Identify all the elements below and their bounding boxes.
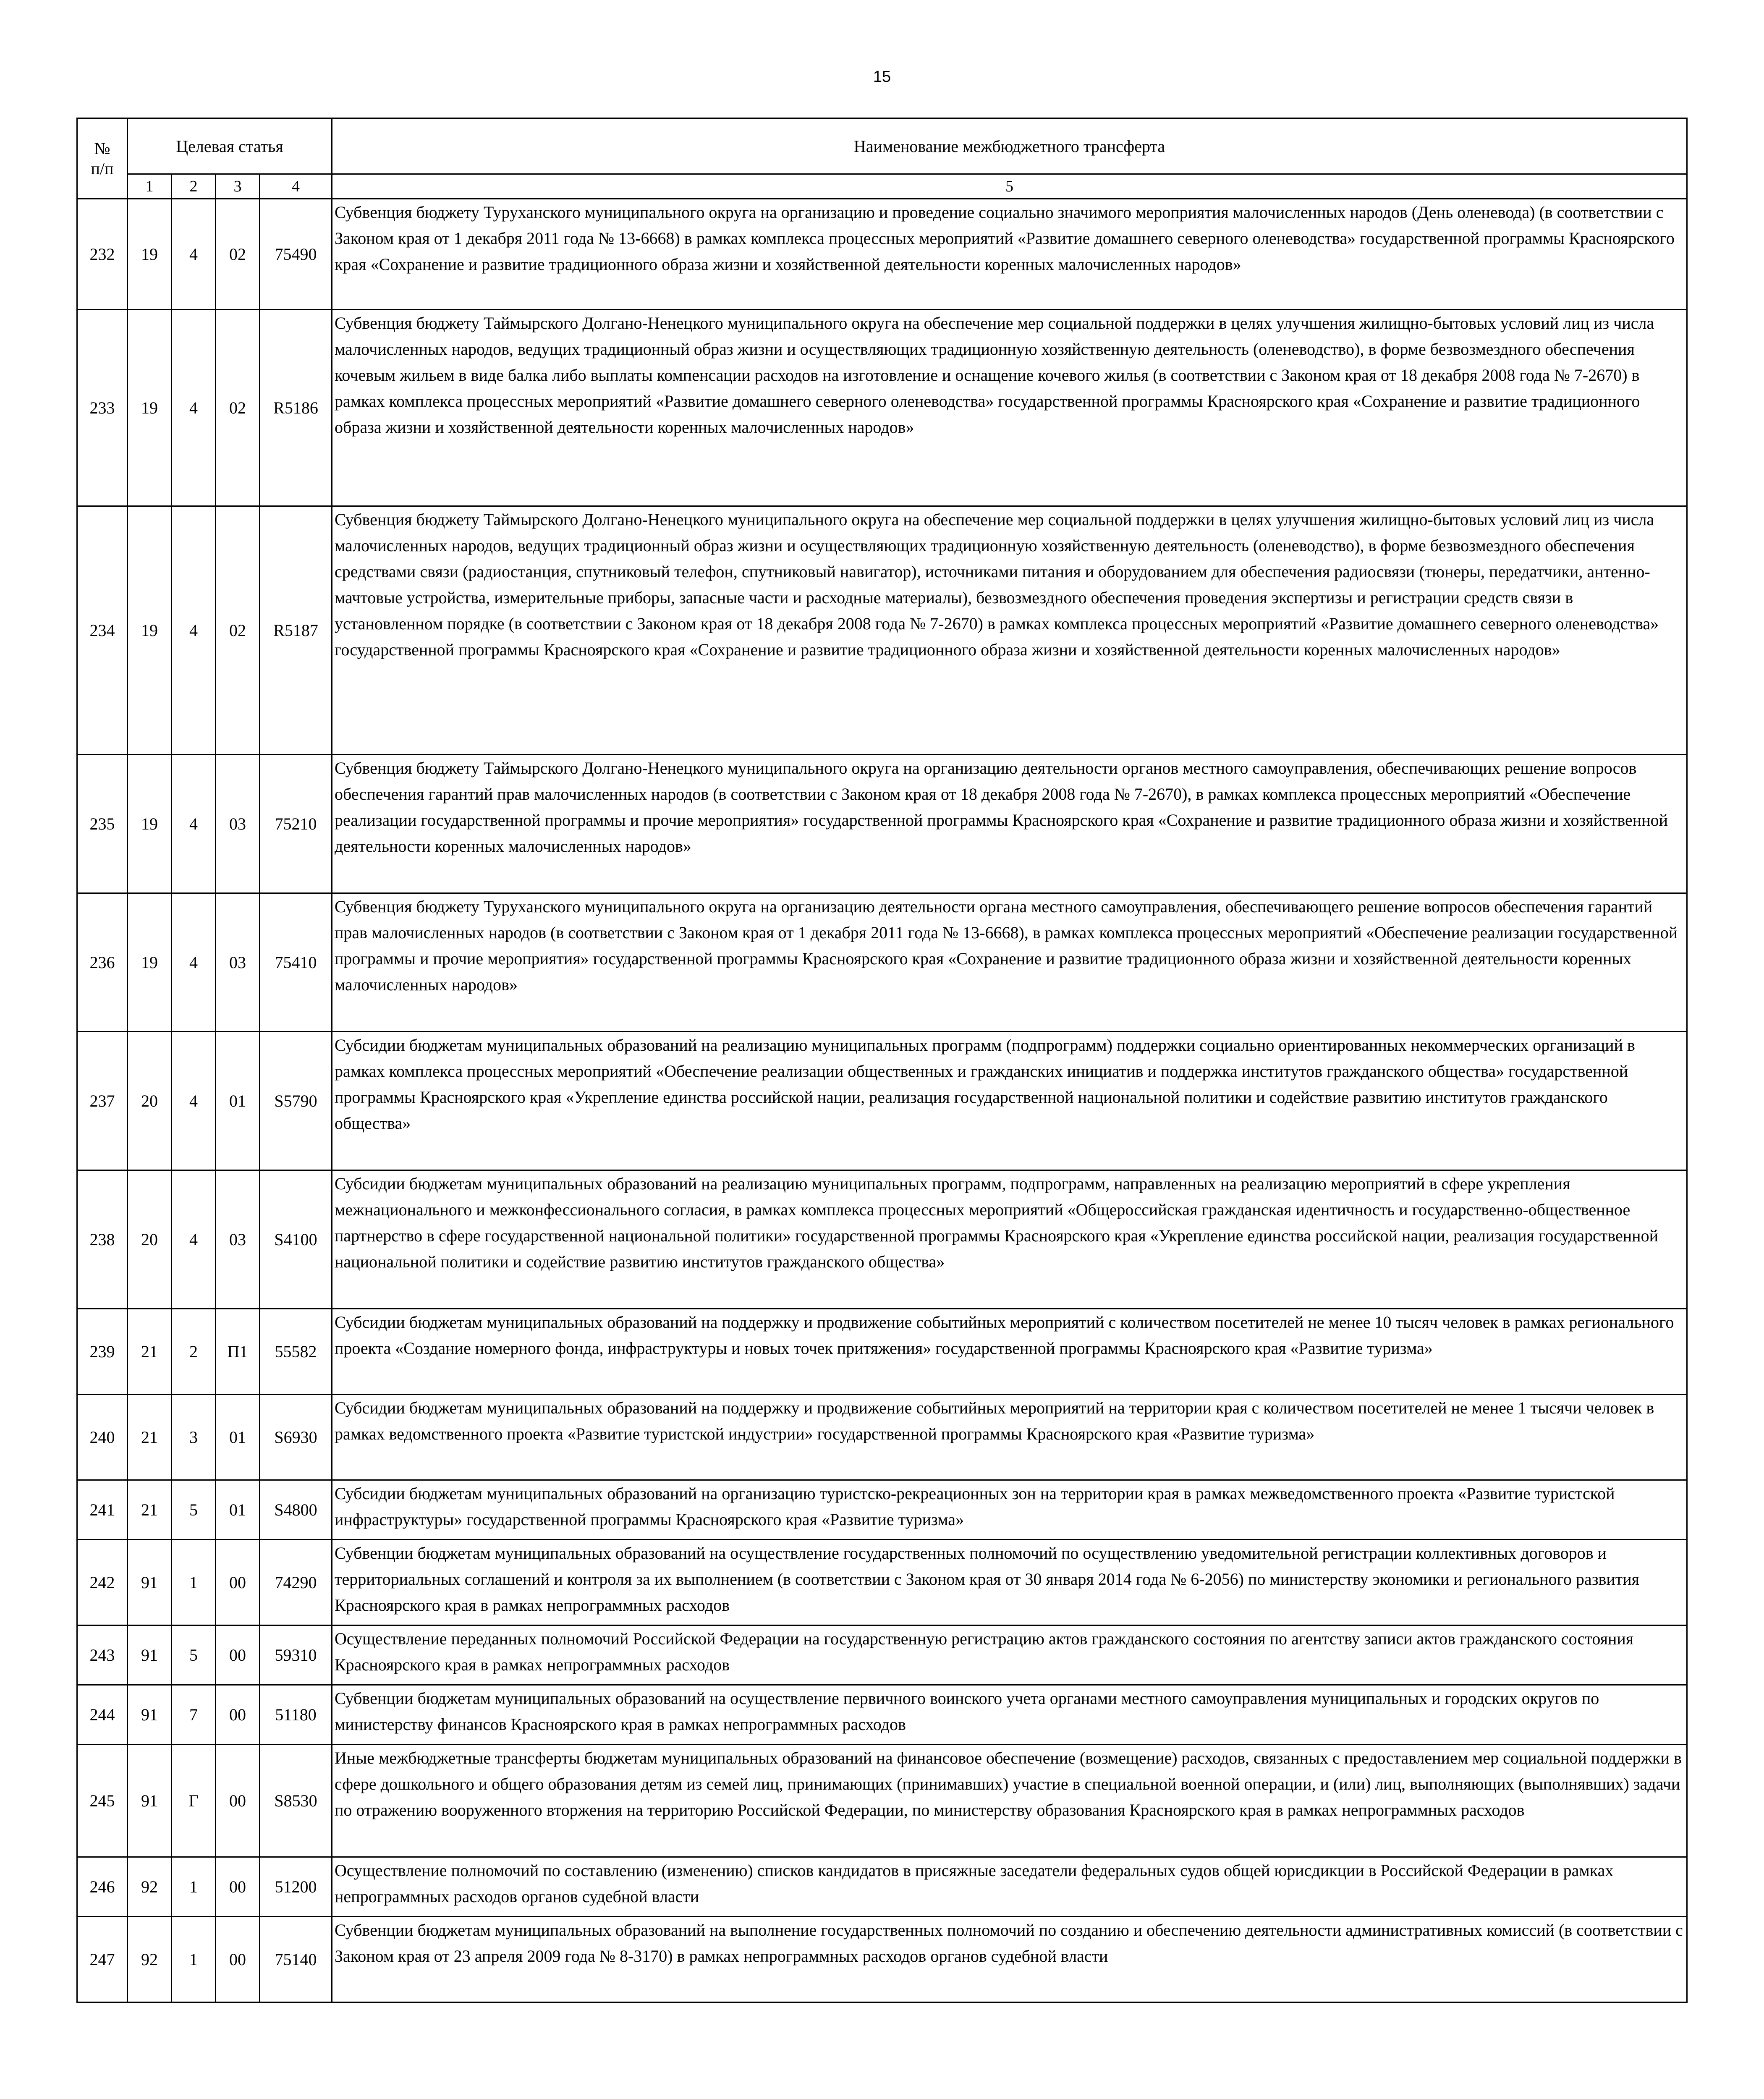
transfer-name: Субсидии бюджетам муниципальных образований на реализацию муниципальных программ (подпрограмм) поддержки социально ориентированных некоммерческих организаций в рамках комплекса процессных мероприятий «Обеспечение реализации общественных и гражданских инициатив и поддержка институтов гражданского общества» государственной программы Красноярского края «Укрепление единства российской нации, реализация государственной национальной политики и содействие развитию институтов гражданского общества» — [332, 1032, 1687, 1170]
code-4: 75210 — [260, 755, 332, 893]
header-col-number: 4 — [260, 174, 332, 199]
code-3: 00 — [216, 1745, 260, 1857]
row-number: 246 — [77, 1857, 128, 1917]
code-1: 92 — [128, 1857, 172, 1917]
code-2: 2 — [172, 1309, 216, 1395]
transfer-name: Иные межбюджетные трансферты бюджетам муниципальных образований на финансовое обеспечение (возмещение) расходов, связанных с предоставлением мер социальной поддержки в сфере дошкольного и общего образования детям из семей лиц, принимающих (принимавших) участие в специальной военной операции, и (или) лиц, выполняющих (выполнявших) задачи по отражению вооруженного вторжения на территорию Российской Федерации, по министерству образования Красноярского края в рамках непрограммных расходов — [332, 1745, 1687, 1857]
code-4: S5790 — [260, 1032, 332, 1170]
table-row — [77, 1625, 1687, 1685]
code-2: Г — [172, 1745, 216, 1857]
code-2: 7 — [172, 1685, 216, 1745]
table-row — [77, 1540, 1687, 1625]
row-number: 237 — [77, 1032, 128, 1170]
header-col-numbers-row — [77, 174, 1687, 199]
code-3: 03 — [216, 893, 260, 1032]
code-1: 91 — [128, 1685, 172, 1745]
code-1: 21 — [128, 1480, 172, 1540]
code-3: 00 — [216, 1625, 260, 1685]
code-4: 74290 — [260, 1540, 332, 1625]
code-3: 02 — [216, 310, 260, 506]
code-2: 3 — [172, 1395, 216, 1480]
transfers-table — [76, 118, 1688, 2003]
code-3: 01 — [216, 1395, 260, 1480]
transfer-name: Субвенция бюджету Туруханского муниципального округа на организацию и проведение социально значимого мероприятия малочисленных народов (День оленевода) (в соответствии с Законом края от 1 декабря 2011 года № 13-6668) в рамках комплекса процессных мероприятий «Развитие домашнего северного оленеводства» государственной программы Красноярского края «Сохранение и развитие традиционного образа жизни и хозяйственной деятельности коренных малочисленных народов» — [332, 199, 1687, 310]
transfer-name: Субвенции бюджетам муниципальных образований на выполнение государственных полномочий по созданию и обеспечению деятельности административных комиссий (в соответствии с Законом края от 23 апреля 2009 года № 8-3170) в рамках непрограммных расходов органов судебной власти — [332, 1917, 1687, 2002]
code-1: 92 — [128, 1917, 172, 2002]
code-2: 1 — [172, 1917, 216, 2002]
code-3: П1 — [216, 1309, 260, 1395]
code-2: 4 — [172, 310, 216, 506]
row-number: 233 — [77, 310, 128, 506]
table-row — [77, 506, 1687, 755]
row-number: 239 — [77, 1309, 128, 1395]
code-2: 5 — [172, 1480, 216, 1540]
code-2: 4 — [172, 755, 216, 893]
code-2: 4 — [172, 506, 216, 755]
code-1: 19 — [128, 893, 172, 1032]
code-4: 75140 — [260, 1917, 332, 2002]
code-1: 19 — [128, 506, 172, 755]
row-number: 243 — [77, 1625, 128, 1685]
code-3: 01 — [216, 1032, 260, 1170]
header-col-number: 1 — [128, 174, 172, 199]
row-number: 236 — [77, 893, 128, 1032]
transfer-name: Субвенции бюджетам муниципальных образований на осуществление государственных полномочий по осуществлению уведомительной регистрации коллективных договоров и территориальных соглашений и контроля за их выполнением (в соответствии с Законом края от 30 января 2014 года № 6-2056) по министерству экономики и регионального развития Красноярского края в рамках непрограммных расходов — [332, 1540, 1687, 1625]
code-2: 1 — [172, 1857, 216, 1917]
transfer-name: Субсидии бюджетам муниципальных образований на поддержку и продвижение событийных мероприятий с количеством посетителей не менее 10 тысяч человек в рамках регионального проекта «Создание номерного фонда, инфраструктуры и новых точек притяжения» государственной программы Красноярского края «Развитие туризма» — [332, 1309, 1687, 1395]
transfer-name: Субвенция бюджету Таймырского Долгано-Ненецкого муниципального округа на организацию деятельности органов местного самоуправления, обеспечивающих решение вопросов обеспечения гарантий прав малочисленных народов (в соответствии с Законом края от 18 декабря 2008 года № 7-2670), в рамках комплекса процессных мероприятий «Обеспечение реализации государственной программы и прочие мероприятия» государственной программы Красноярского края «Сохранение и развитие традиционного образа жизни и хозяйственной деятельности коренных малочисленных народов» — [332, 755, 1687, 893]
code-3: 03 — [216, 1170, 260, 1309]
code-4: 51180 — [260, 1685, 332, 1745]
row-number: 238 — [77, 1170, 128, 1309]
row-number: 232 — [77, 199, 128, 310]
table-row — [77, 199, 1687, 310]
code-1: 91 — [128, 1745, 172, 1857]
transfer-name: Осуществление полномочий по составлению (изменению) списков кандидатов в присяжные заседатели федеральных судов общей юрисдикции в Российской Федерации в рамках непрограммных расходов органов судебной власти — [332, 1857, 1687, 1917]
code-4: 59310 — [260, 1625, 332, 1685]
header-num: № п/п — [77, 118, 128, 199]
table-row — [77, 755, 1687, 893]
table-row — [77, 310, 1687, 506]
header-target-article: Целевая статья — [128, 118, 332, 174]
table-row — [77, 1032, 1687, 1170]
code-4: 51200 — [260, 1857, 332, 1917]
transfer-name: Осуществление переданных полномочий Российской Федерации на государственную регистрацию актов гражданского состояния по агентству записи актов гражданского состояния Красноярского края в рамках непрограммных расходов — [332, 1625, 1687, 1685]
code-4: R5187 — [260, 506, 332, 755]
code-3: 00 — [216, 1857, 260, 1917]
table-row — [77, 1395, 1687, 1480]
code-4: S6930 — [260, 1395, 332, 1480]
code-4: S8530 — [260, 1745, 332, 1857]
transfer-name: Субсидии бюджетам муниципальных образований на поддержку и продвижение событийных мероприятий на территории края с количеством посетителей не менее 1 тысячи человек в рамках ведомственного проекта «Развитие туристской индустрии» государственной программы Красноярского края «Развитие туризма» — [332, 1395, 1687, 1480]
code-2: 1 — [172, 1540, 216, 1625]
table-row — [77, 1685, 1687, 1745]
code-3: 02 — [216, 506, 260, 755]
code-2: 4 — [172, 199, 216, 310]
transfer-name: Субвенция бюджету Таймырского Долгано-Ненецкого муниципального округа на обеспечение мер социальной поддержки в целях улучшения жилищно-бытовых условий лиц из числа малочисленных народов, ведущих традиционный образ жизни и осуществляющих традиционную хозяйственную деятельность (оленеводство), в форме безвозмездного обеспечения кочевым жильем в виде балка либо выплаты компенсации расходов на изготовление и оснащение кочевого жилья (в соответствии с Законом края от 18 декабря 2008 года № 7-2670) в рамках комплекса процессных мероприятий «Развитие домашнего северного оленеводства» государственной программы Красноярского края «Сохранение и развитие традиционного образа жизни и хозяйственной деятельности коренных малочисленных народов» — [332, 310, 1687, 506]
transfer-name: Субвенции бюджетам муниципальных образований на осуществление первичного воинского учета органами местного самоуправления муниципальных и городских округов по министерству финансов Красноярского края в рамках непрограммных расходов — [332, 1685, 1687, 1745]
code-1: 21 — [128, 1395, 172, 1480]
transfer-name: Субсидии бюджетам муниципальных образований на организацию туристско-рекреационных зон на территории края в рамках межведомственного проекта «Развитие туристской инфраструктуры» государственной программы Красноярского края «Развитие туризма» — [332, 1480, 1687, 1540]
row-number: 245 — [77, 1745, 128, 1857]
table-row — [77, 1309, 1687, 1395]
row-number: 234 — [77, 506, 128, 755]
code-1: 19 — [128, 310, 172, 506]
row-number: 242 — [77, 1540, 128, 1625]
table-row — [77, 1745, 1687, 1857]
header-col-number: 5 — [332, 174, 1687, 199]
header-col-number: 2 — [172, 174, 216, 199]
code-3: 01 — [216, 1480, 260, 1540]
code-1: 21 — [128, 1309, 172, 1395]
code-3: 02 — [216, 199, 260, 310]
row-number: 235 — [77, 755, 128, 893]
code-1: 19 — [128, 755, 172, 893]
code-1: 91 — [128, 1540, 172, 1625]
code-2: 4 — [172, 893, 216, 1032]
code-2: 4 — [172, 1032, 216, 1170]
row-number: 241 — [77, 1480, 128, 1540]
code-3: 00 — [216, 1685, 260, 1745]
header-row — [77, 118, 1687, 174]
row-number: 247 — [77, 1917, 128, 2002]
code-1: 91 — [128, 1625, 172, 1685]
transfer-name: Субсидии бюджетам муниципальных образований на реализацию муниципальных программ, подпрограмм, направленных на реализацию мероприятий в сфере укрепления межнационального и межконфессионального согласия, в рамках комплекса процессных мероприятий «Общероссийская гражданская идентичность и государственно-общественное партнерство в сфере государственной национальной политики» государственной программы Красноярского края «Укрепление единства российской нации, реализация государственной национальной политики и содействие развитию институтов гражданского общества» — [332, 1170, 1687, 1309]
code-4: 75410 — [260, 893, 332, 1032]
code-1: 20 — [128, 1170, 172, 1309]
table-row — [77, 893, 1687, 1032]
row-number: 244 — [77, 1685, 128, 1745]
transfer-name: Субвенция бюджету Таймырского Долгано-Ненецкого муниципального округа на обеспечение мер социальной поддержки в целях улучшения жилищно-бытовых условий лиц из числа малочисленных народов, ведущих традиционный образ жизни и осуществляющих традиционную хозяйственную деятельность (оленеводство), в форме безвозмездного обеспечения средствами связи (радиостанция, спутниковый телефон, спутниковый навигатор), источниками питания и оборудованием для обеспечения радиосвязи (тюнеры, передатчики, антенно-мачтовые устройства, измерительные приборы, запасные части и расходные материалы), безвозмездного обеспечения проведения экспертизы и регистрации средств связи в установленном порядке (в соответствии с Законом края от 18 декабря 2008 года № 7-2670) в рамках комплекса процессных мероприятий «Развитие домашнего северного оленеводства» государственной программы Красноярского края «Сохранение и развитие традиционного образа жизни и хозяйственной деятельности коренных малочисленных народов» — [332, 506, 1687, 755]
header-transfer-name: Наименование межбюджетного трансферта — [332, 118, 1687, 174]
transfer-name: Субвенция бюджету Туруханского муниципального округа на организацию деятельности органа местного самоуправления, обеспечивающего решение вопросов обеспечения гарантий прав малочисленных народов (в соответствии с Законом края от 1 декабря 2011 года № 13-6668), в рамках комплекса процессных мероприятий «Обеспечение реализации государственной программы и прочие мероприятия» государственной программы Красноярского края «Сохранение и развитие традиционного образа жизни и хозяйственной деятельности коренных малочисленных народов» — [332, 893, 1687, 1032]
table-row — [77, 1917, 1687, 2002]
code-3: 03 — [216, 755, 260, 893]
table-row — [77, 1857, 1687, 1917]
code-4: R5186 — [260, 310, 332, 506]
table-row — [77, 1480, 1687, 1540]
code-2: 5 — [172, 1625, 216, 1685]
code-1: 19 — [128, 199, 172, 310]
header-col-number: 3 — [216, 174, 260, 199]
page-number: 15 — [873, 68, 891, 86]
code-4: 55582 — [260, 1309, 332, 1395]
code-4: S4100 — [260, 1170, 332, 1309]
code-3: 00 — [216, 1917, 260, 2002]
code-4: 75490 — [260, 199, 332, 310]
code-4: S4800 — [260, 1480, 332, 1540]
code-3: 00 — [216, 1540, 260, 1625]
table-row — [77, 1170, 1687, 1309]
code-1: 20 — [128, 1032, 172, 1170]
code-2: 4 — [172, 1170, 216, 1309]
row-number: 240 — [77, 1395, 128, 1480]
